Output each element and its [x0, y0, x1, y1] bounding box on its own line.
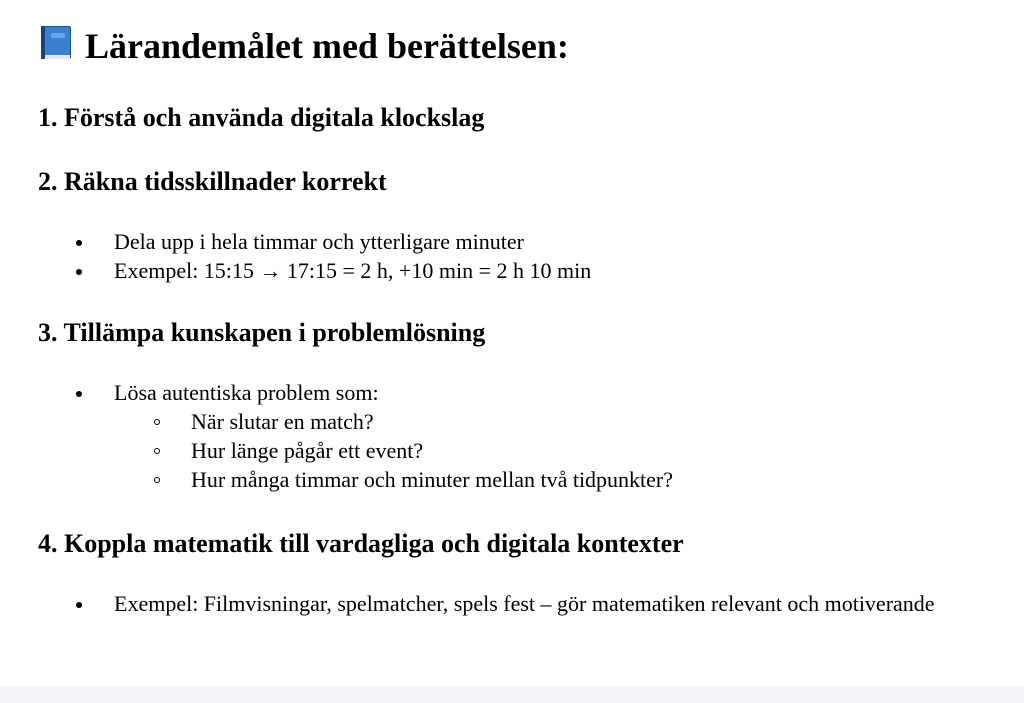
list-item — [0, 227, 964, 256]
sub-list-item-text: När slutar en match? — [191, 409, 374, 434]
list-item-text: Dela upp i hela timmar och ytterligare minuter — [114, 229, 524, 254]
bullet-dot — [76, 240, 82, 246]
list-item — [0, 378, 964, 407]
footer-strip — [0, 686, 1024, 703]
hollow-bullet — [154, 477, 160, 483]
list-item-text: Exempel: 15:15 → 17:15 = 2 h, +10 min = 2 h 10 min — [114, 258, 592, 283]
section-3-bullet-list — [0, 378, 971, 494]
sub-list-item — [0, 407, 971, 436]
section-heading-4: 4. Koppla matematik till vardagliga och digitala kontexter — [38, 529, 684, 558]
section-heading-1: 1. Förstå och använda digitala klockslag — [38, 103, 485, 132]
sub-list-item-text: Hur många timmar och minuter mellan två tidpunkter? — [191, 467, 674, 492]
section-2-bullet-list — [0, 227, 964, 285]
bullet-dot — [76, 269, 82, 275]
list-item — [0, 256, 964, 285]
sub-list-item — [0, 465, 971, 494]
section-heading-3: 3. Tillämpa kunskapen i problemlösning — [38, 318, 486, 347]
sub-list-item — [0, 436, 971, 465]
blue-book-icon — [40, 25, 73, 61]
list-item-text: Exempel: Filmvisningar, spelmatcher, spels fest – gör matematiken relevant och motiverande — [114, 591, 935, 616]
hollow-bullet — [154, 419, 160, 425]
hollow-bullet — [154, 448, 160, 454]
bullet-dot — [76, 391, 82, 397]
title-row — [40, 20, 569, 72]
list-item-text: Lösa autentiska problem som: — [114, 380, 379, 405]
bullet-dot — [76, 602, 82, 608]
section-heading-2: 2. Räkna tidsskillnader korrekt — [38, 167, 387, 196]
list-item — [0, 589, 964, 618]
section-4-bullet-list — [0, 589, 964, 618]
sub-list-item-text: Hur länge pågår ett event? — [191, 438, 424, 463]
page-title: Lärandemålet med berättelsen: — [85, 26, 569, 66]
